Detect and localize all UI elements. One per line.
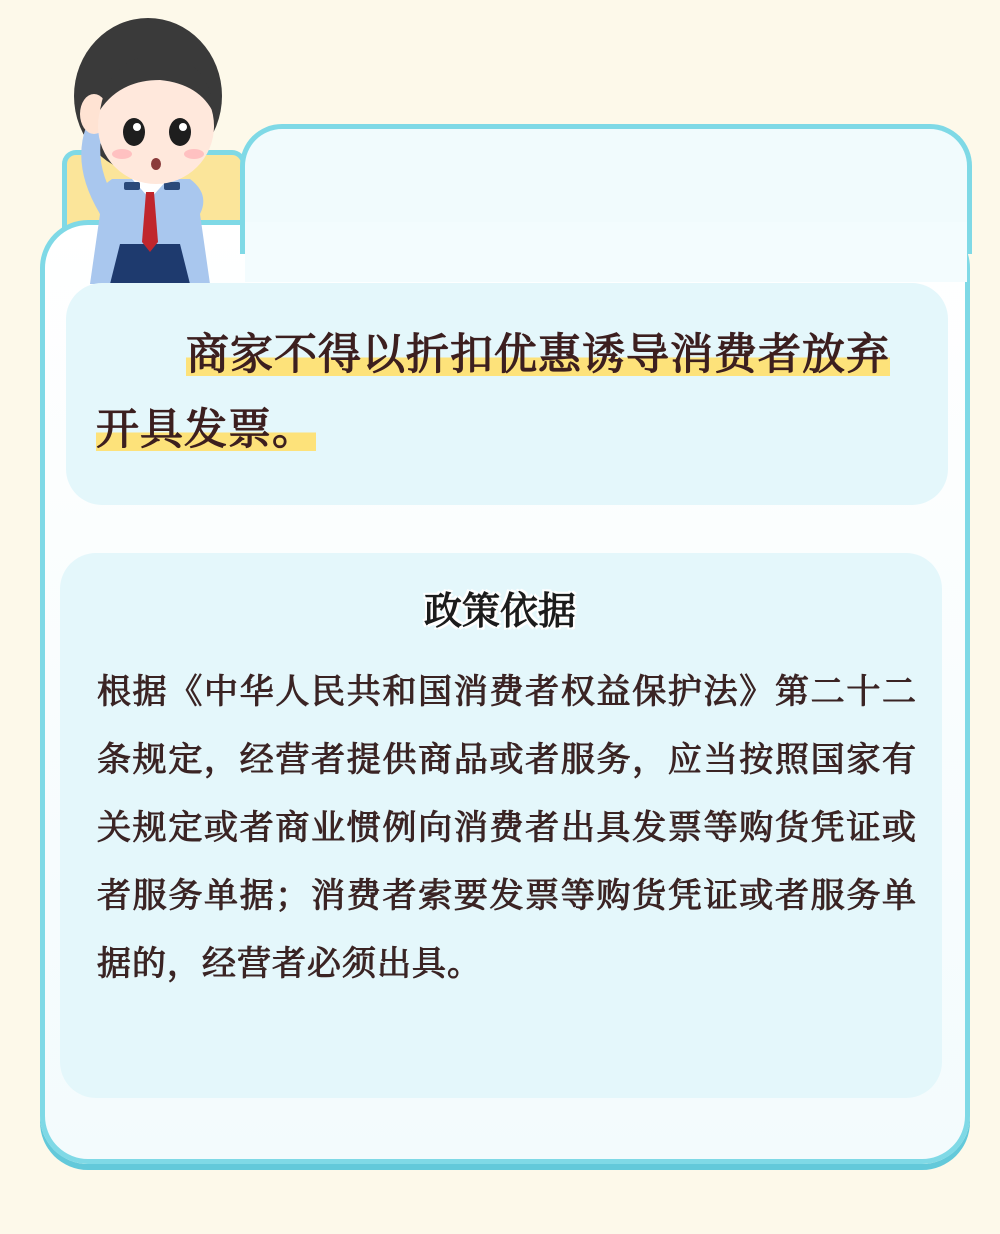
officer-mascot-icon [60,14,240,284]
card-tab-join [245,222,967,282]
section-title: 政策依据 [423,589,576,633]
headline-text: 商家不得以折扣优惠诱导消费者放弃开具发票。 [96,330,890,455]
policy-body-text: 根据《中华人民共和国消费者权益保护法》第二十二条规定，经营者提供商品或者服务，应当按照国家有关规定或者商业惯例向消费者出具发票等购货凭证或者服务单据；消费者索要发票等购货凭证或者服务单据的，经营者必须出具。 [97,672,917,984]
